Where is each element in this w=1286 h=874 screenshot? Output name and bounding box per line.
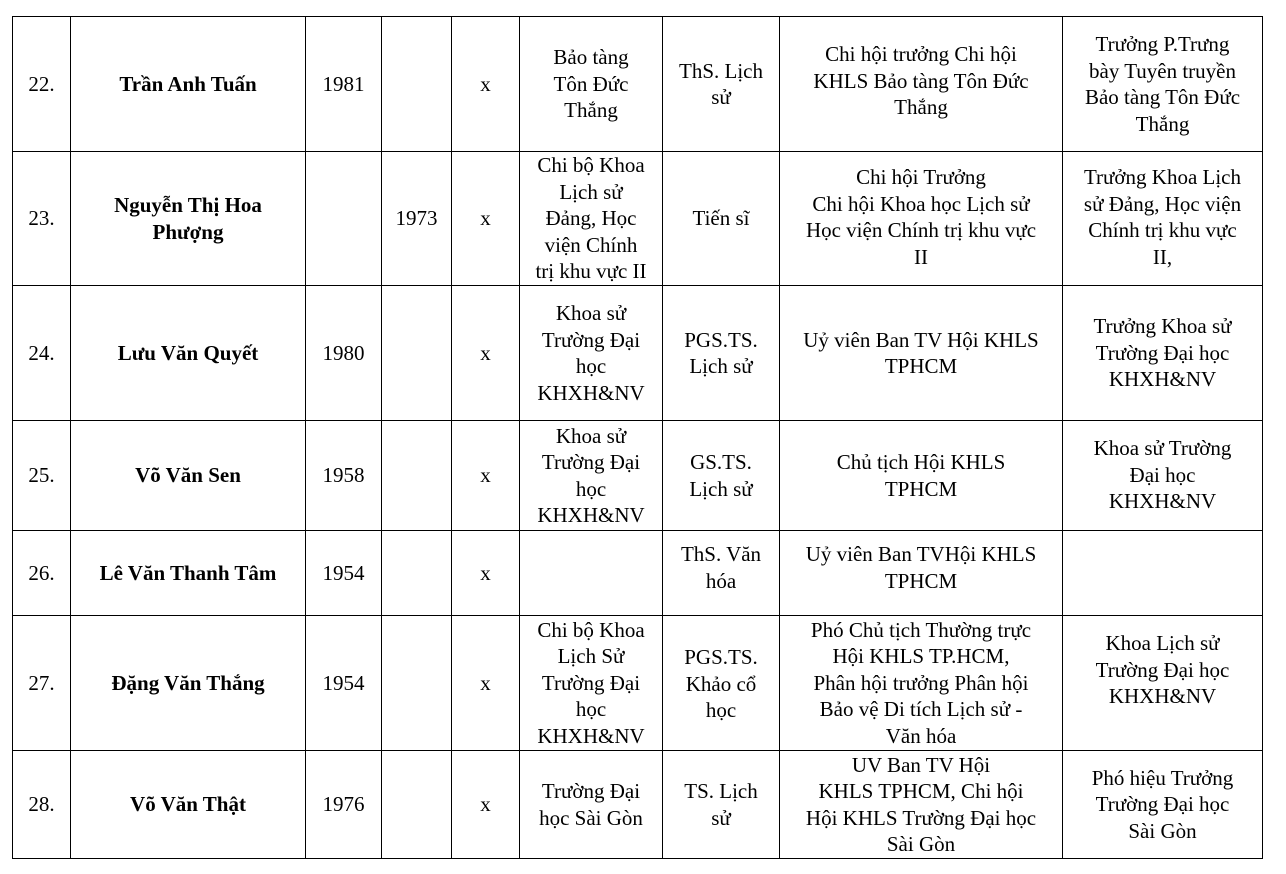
academic-degree: PGS.TS. Khảo cổ học	[663, 616, 780, 751]
table-row	[13, 421, 1263, 531]
member-mark: x	[452, 286, 520, 421]
birth-year-male: 1980	[306, 286, 382, 421]
academic-degree: PGS.TS. Lịch sử	[663, 286, 780, 421]
work-position	[1063, 531, 1263, 616]
member-mark: x	[452, 531, 520, 616]
association-role: UV Ban TV Hội KHLS TPHCM, Chi hội Hội KHLS Trường Đại học Sài Gòn	[780, 751, 1063, 859]
row-number: 23.	[13, 152, 71, 286]
row-number: 25.	[13, 421, 71, 531]
association-role: Chi hội Trưởng Chi hội Khoa học Lịch sử Học viện Chính trị khu vực II	[780, 152, 1063, 286]
row-number: 22.	[13, 17, 71, 152]
academic-degree: ThS. Lịch sử	[663, 17, 780, 152]
member-name: Lưu Văn Quyết	[71, 286, 306, 421]
table-row	[13, 17, 1263, 152]
birth-year-male: 1981	[306, 17, 382, 152]
birth-year-female	[382, 17, 452, 152]
work-position: Trưởng P.Trưng bày Tuyên truyền Bảo tàng Tôn Đức Thắng	[1063, 17, 1263, 152]
table-row	[13, 616, 1263, 751]
table-row	[13, 152, 1263, 286]
member-mark: x	[452, 17, 520, 152]
birth-year-male: 1954	[306, 616, 382, 751]
association-role: Chủ tịch Hội KHLS TPHCM	[780, 421, 1063, 531]
table-row	[13, 286, 1263, 421]
work-position: Trưởng Khoa Lịch sử Đảng, Học viện Chính trị khu vực II,	[1063, 152, 1263, 286]
academic-degree: Tiến sĩ	[663, 152, 780, 286]
birth-year-male: 1958	[306, 421, 382, 531]
row-number: 27.	[13, 616, 71, 751]
work-unit: Khoa sử Trường Đại học KHXH&NV	[520, 421, 663, 531]
work-position: Phó hiệu Trưởng Trường Đại học Sài Gòn	[1063, 751, 1263, 859]
table-row	[13, 751, 1263, 859]
member-name: Đặng Văn Thắng	[71, 616, 306, 751]
academic-degree: TS. Lịch sử	[663, 751, 780, 859]
row-number: 28.	[13, 751, 71, 859]
association-role: Chi hội trưởng Chi hội KHLS Bảo tàng Tôn Đức Thắng	[780, 17, 1063, 152]
member-mark: x	[452, 152, 520, 286]
row-number: 26.	[13, 531, 71, 616]
birth-year-male	[306, 152, 382, 286]
member-name: Lê Văn Thanh Tâm	[71, 531, 306, 616]
member-name: Võ Văn Sen	[71, 421, 306, 531]
birth-year-male: 1976	[306, 751, 382, 859]
work-unit: Khoa sử Trường Đại học KHXH&NV	[520, 286, 663, 421]
row-number: 24.	[13, 286, 71, 421]
member-name: Nguyễn Thị Hoa Phượng	[71, 152, 306, 286]
member-name: Trần Anh Tuấn	[71, 17, 306, 152]
work-unit: Bảo tàng Tôn Đức Thắng	[520, 17, 663, 152]
work-unit	[520, 531, 663, 616]
work-unit: Chi bộ Khoa Lịch sử Đảng, Học viện Chính trị khu vực II	[520, 152, 663, 286]
member-name: Võ Văn Thật	[71, 751, 306, 859]
birth-year-male: 1954	[306, 531, 382, 616]
work-unit: Chi bộ Khoa Lịch Sử Trường Đại học KHXH&NV	[520, 616, 663, 751]
work-position: Khoa sử Trường Đại học KHXH&NV	[1063, 421, 1263, 531]
member-mark: x	[452, 421, 520, 531]
work-unit: Trường Đại học Sài Gòn	[520, 751, 663, 859]
member-mark: x	[452, 616, 520, 751]
association-role: Uỷ viên Ban TVHội KHLS TPHCM	[780, 531, 1063, 616]
academic-degree: GS.TS. Lịch sử	[663, 421, 780, 531]
association-role: Uỷ viên Ban TV Hội KHLS TPHCM	[780, 286, 1063, 421]
work-position: Trưởng Khoa sử Trường Đại học KHXH&NV	[1063, 286, 1263, 421]
birth-year-female	[382, 616, 452, 751]
member-mark: x	[452, 751, 520, 859]
member-table	[12, 16, 1263, 859]
birth-year-female	[382, 421, 452, 531]
birth-year-female	[382, 531, 452, 616]
birth-year-female: 1973	[382, 152, 452, 286]
birth-year-female	[382, 751, 452, 859]
work-position: Khoa Lịch sử Trường Đại học KHXH&NV	[1063, 616, 1263, 751]
academic-degree: ThS. Văn hóa	[663, 531, 780, 616]
birth-year-female	[382, 286, 452, 421]
association-role: Phó Chủ tịch Thường trực Hội KHLS TP.HCM, Phân hội trưởng Phân hội Bảo vệ Di tích Lịch sử - Văn hóa	[780, 616, 1063, 751]
table-row	[13, 531, 1263, 616]
